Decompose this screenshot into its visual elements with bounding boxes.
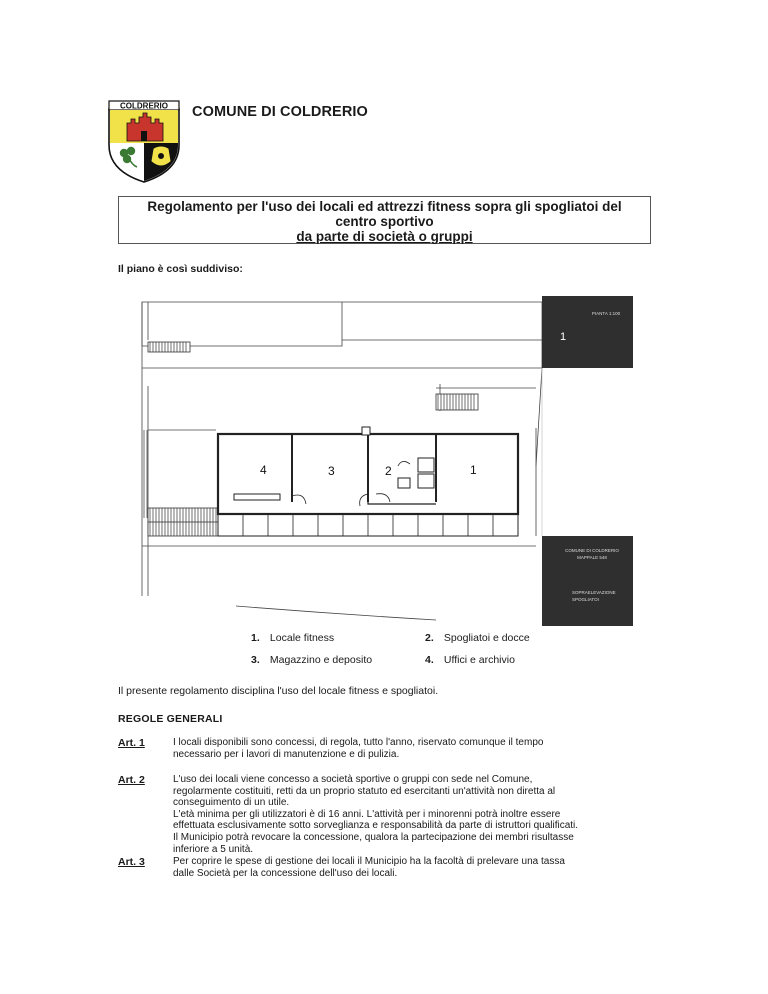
room-number-2: 2 — [385, 464, 392, 478]
plan-intro: Il piano è così suddiviso: — [118, 263, 243, 275]
floor-plan — [136, 296, 633, 626]
plan-comune: COMUNE DI COLDRERIO — [565, 548, 619, 553]
plan-panel-number: 1 — [560, 331, 567, 343]
legend-item-1: 1. Locale fitness — [251, 632, 335, 644]
plan-title-panel — [542, 296, 633, 368]
article-2-label: Art. 2 — [118, 774, 145, 786]
legend-item-4: 4. Uffici e archivio — [425, 654, 515, 666]
article-2-text: L'uso dei locali viene concesso a società sportive o gruppi con sede nel Comune, regolarmente costituiti, retti da un proprio statuto ed esercitanti un'attività non diretta al conseguimento di un utile. L'età minima per gli utilizzatori è di 16 anni. L'attività per i minorenni potrà inoltre essere effettuata esclusivamente sotto sorveglianza e responsabilità da parte di istruttori qualificati. Il Municipio potrà revocare la concessione, qualora la partecipazione dei membri risultasse inferiore a 5 unità. — [173, 774, 579, 855]
plan-scale: PIANTA 1:100 — [591, 311, 621, 316]
plan-note-1: SOPRAELEVAZIONE — [572, 590, 616, 595]
legend-item-3: 3. Magazzino e deposito — [251, 654, 373, 666]
room-number-1: 1 — [470, 463, 477, 477]
plan-mappale: MAPPALE 548 — [577, 555, 607, 560]
title-line-2: centro sportivo — [335, 214, 434, 229]
plan-note-2: SPOGLIATOI — [572, 597, 599, 602]
article-1-label: Art. 1 — [118, 737, 145, 749]
coat-of-arms-logo — [107, 99, 181, 183]
intro-paragraph: Il presente regolamento disciplina l'uso del locale fitness e spogliatoi. — [118, 685, 439, 697]
org-name: COMUNE DI COLDRERIO — [192, 104, 368, 120]
article-3-text: Per coprire le spese di gestione dei locali il Municipio ha la facoltà di prelevare una tassa dalle Società per la concessione dell'uso dei locali. — [173, 856, 565, 879]
room-number-4: 4 — [260, 463, 267, 477]
crest-label: COLDRERIO — [120, 101, 168, 111]
title-line-1: Regolamento per l'uso dei locali ed attrezzi fitness sopra gli spogliatoi del — [147, 199, 622, 214]
document-title — [118, 196, 651, 244]
article-1-text: I locali disponibili sono concessi, di regola, tutto l'anno, riservato comunque il tempo necessario per i lavori di manutenzione e di pulizia. — [173, 737, 544, 760]
article-3-label: Art. 3 — [118, 856, 145, 868]
section-heading: REGOLE GENERALI — [118, 713, 223, 725]
room-number-3: 3 — [328, 464, 335, 478]
title-line-3: da parte di società o gruppi — [296, 229, 473, 244]
legend-item-2: 2. Spogliatoi e docce — [425, 632, 530, 644]
